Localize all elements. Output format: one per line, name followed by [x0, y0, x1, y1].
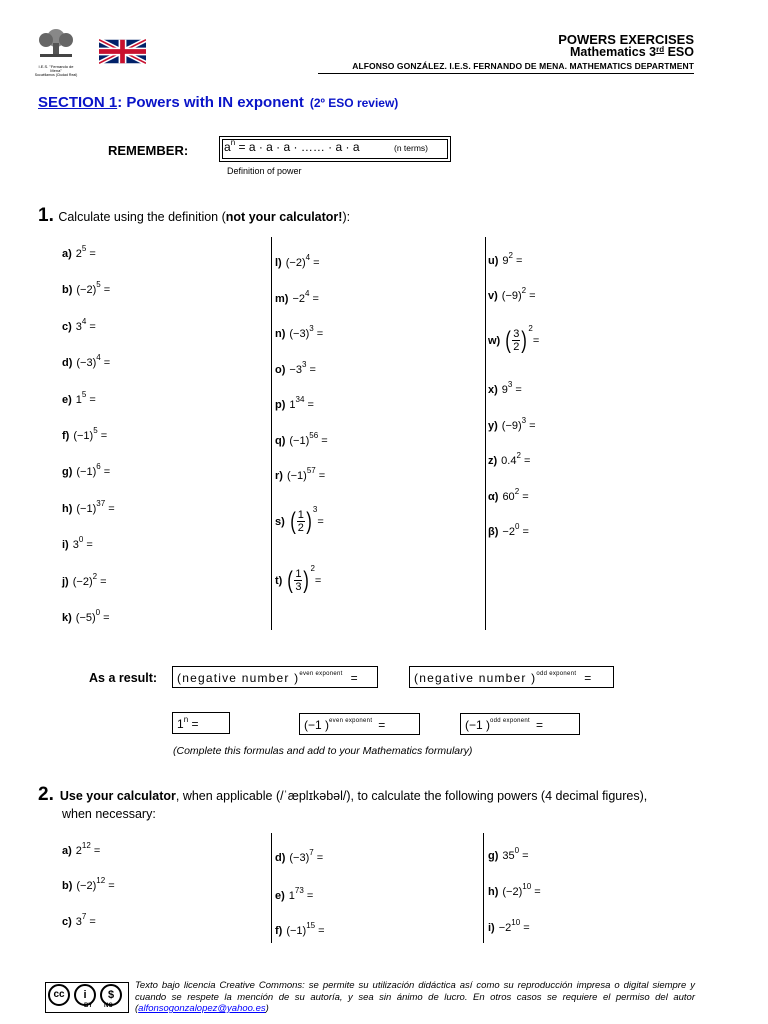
exercise-item: i) $3^0$ = [62, 535, 93, 552]
exercise-item: q) $(-1)^{56}$ = [275, 430, 328, 447]
exercise-item: f) $(-1)^{15}$ = [275, 921, 325, 937]
exercise-item: d) $(-3)^4$ = [62, 353, 111, 370]
header-block [352, 33, 694, 73]
exercise-item: w) ( $\frac{3}{2}$ ) $^2$ = [488, 324, 540, 354]
remember-label: REMEMBER: [108, 143, 189, 158]
exercise-item: $\beta) -2^0$ = [488, 522, 529, 538]
license-text: Texto bajo licencia Creative Commons: se permite su utilización didáctica así como su reproducción impresa o digital siempre y cuando se respete la mención de su autoría, y sea sin ánimo de lucro. En otros casos se requiere el permiso del autor (alfonsogonzalopez@yahoo.es) [135, 980, 695, 1014]
cc-nc-label: NC [104, 1003, 113, 1009]
exercise-item: $o) -3^3$ = [275, 359, 316, 376]
logo-caption: I.E.S. "Fernando de Mena" [38, 64, 74, 73]
cc-icon: cc [48, 984, 70, 1006]
logo-caption-2: Socuéllamos (Ciudad Real) [34, 73, 78, 77]
noncommercial-icon: $ [100, 984, 122, 1006]
doc-title: POWERS EXERCISES [558, 32, 694, 47]
q1-column-divider [485, 237, 486, 630]
exercise-item: d) $(-3)^7$ = [275, 848, 324, 864]
school-logo [34, 28, 78, 77]
exercise-item: h) $(-1)^{37}$ = [62, 498, 115, 515]
attribution-icon: i [74, 984, 96, 1006]
definition-caption: Definition of power [227, 166, 302, 176]
formula-box-minus-one-odd[interactable]: (−1 )$^{odd exponent}$ = [460, 713, 580, 735]
exercise-item: j) $(-2)^2$ = [62, 571, 107, 588]
exercise-item: y) $(-9)^3$ = [488, 415, 536, 432]
exercise-item: c) $3^7$ = [62, 912, 96, 928]
exercise-item: h) $(-2)^{10}$ = [488, 882, 541, 898]
question-2-heading: 2. Use your calculator , when applicable (/ˈæplɪkəbəl/), to calculate the following powers (4 decimal figures), when necessary: [38, 784, 648, 821]
formula-box-negative-odd[interactable]: (negative number )$^{odd exponent}$ = [409, 666, 614, 688]
power-definition: $a^n = a \cdot a \cdot a$ · …… · a · a [224, 138, 360, 154]
exercise-item: b) $(-2)^5$ = [62, 280, 111, 297]
result-note: (Complete this formulas and add to your Mathematics formulary) [173, 745, 473, 757]
result-label: As a result: [89, 671, 158, 685]
exercise-item: e) $1^{73}$ = [275, 886, 314, 902]
exercise-item: u) $9^2$ = [488, 251, 523, 267]
exercise-item: t) ( $\frac{1}{3}$ ) $^2$ = [275, 564, 322, 594]
formula-box-one-power-n[interactable]: $1^n$ = [172, 712, 230, 734]
question-1-heading: 1. Calculate using the definition (not your calculator!): [38, 205, 351, 226]
exercise-item: g) $35^0$ = [488, 846, 529, 862]
formula-box-minus-one-even[interactable]: (−1 )$^{even exponent}$ = [299, 713, 420, 735]
exercise-item: $m) -2^4$ = [275, 288, 319, 305]
formula-box-negative-even[interactable]: (negative number )$^{even exponent}$ = [172, 666, 378, 688]
exercise-item: g) $(-1)^6$ = [62, 462, 111, 479]
author-email-link[interactable]: alfonsogonzalopez@yahoo.es [138, 1003, 266, 1014]
exercise-item: s) ( $\frac{1}{2}$ ) $^3$ = [275, 505, 324, 535]
q2-column-divider [271, 833, 272, 943]
exercise-item: α) $60^2$ = [488, 486, 529, 503]
exercise-item: a) $2^{12}$ = [62, 841, 101, 857]
exercise-item: e) $1^5$ = [62, 389, 96, 406]
q1-column-divider [271, 237, 272, 630]
author-line: ALFONSO GONZÁLEZ. I.E.S. FERNANDO DE MENA. MATHEMATICS DEPARTMENT [352, 61, 694, 71]
n-terms-note: (n terms) [394, 143, 428, 153]
exercise-item: r) $(-1)^{57}$ = [275, 466, 326, 482]
exercise-item: k) $(-5)^0$ = [62, 608, 110, 624]
header-divider [318, 73, 694, 74]
section-title: SECTION 1: Powers with IN exponent (2º ESO review) [38, 94, 399, 111]
exercise-item: f) $(-1)^5$ = [62, 426, 108, 442]
exercise-item: p) $1^{34}$ = [275, 395, 314, 411]
cc-by-label: BY [84, 1003, 93, 1009]
exercise-item: a) $2^5$ = [62, 244, 96, 260]
exercise-item: c) $3^4$ = [62, 316, 96, 333]
exercise-item: z) $0.4^2$ = [488, 451, 531, 467]
exercise-item: l) $(-2)^4$ = [275, 253, 320, 269]
exercise-item: n) $(-3)^3$ = [275, 324, 324, 340]
exercise-item: $i) -2^{10}$ = [488, 918, 530, 934]
q2-column-divider [483, 833, 484, 943]
exercise-item: x) $9^3$ = [488, 380, 522, 396]
exercise-item: v) $(-9)^2$ = [488, 286, 536, 302]
uk-flag-icon [99, 38, 146, 70]
exercise-item: b) $(-2)^{12}$ = [62, 876, 115, 892]
tree-logo-icon [34, 28, 78, 60]
doc-subtitle: Mathematics 3rd ESO [569, 45, 694, 59]
